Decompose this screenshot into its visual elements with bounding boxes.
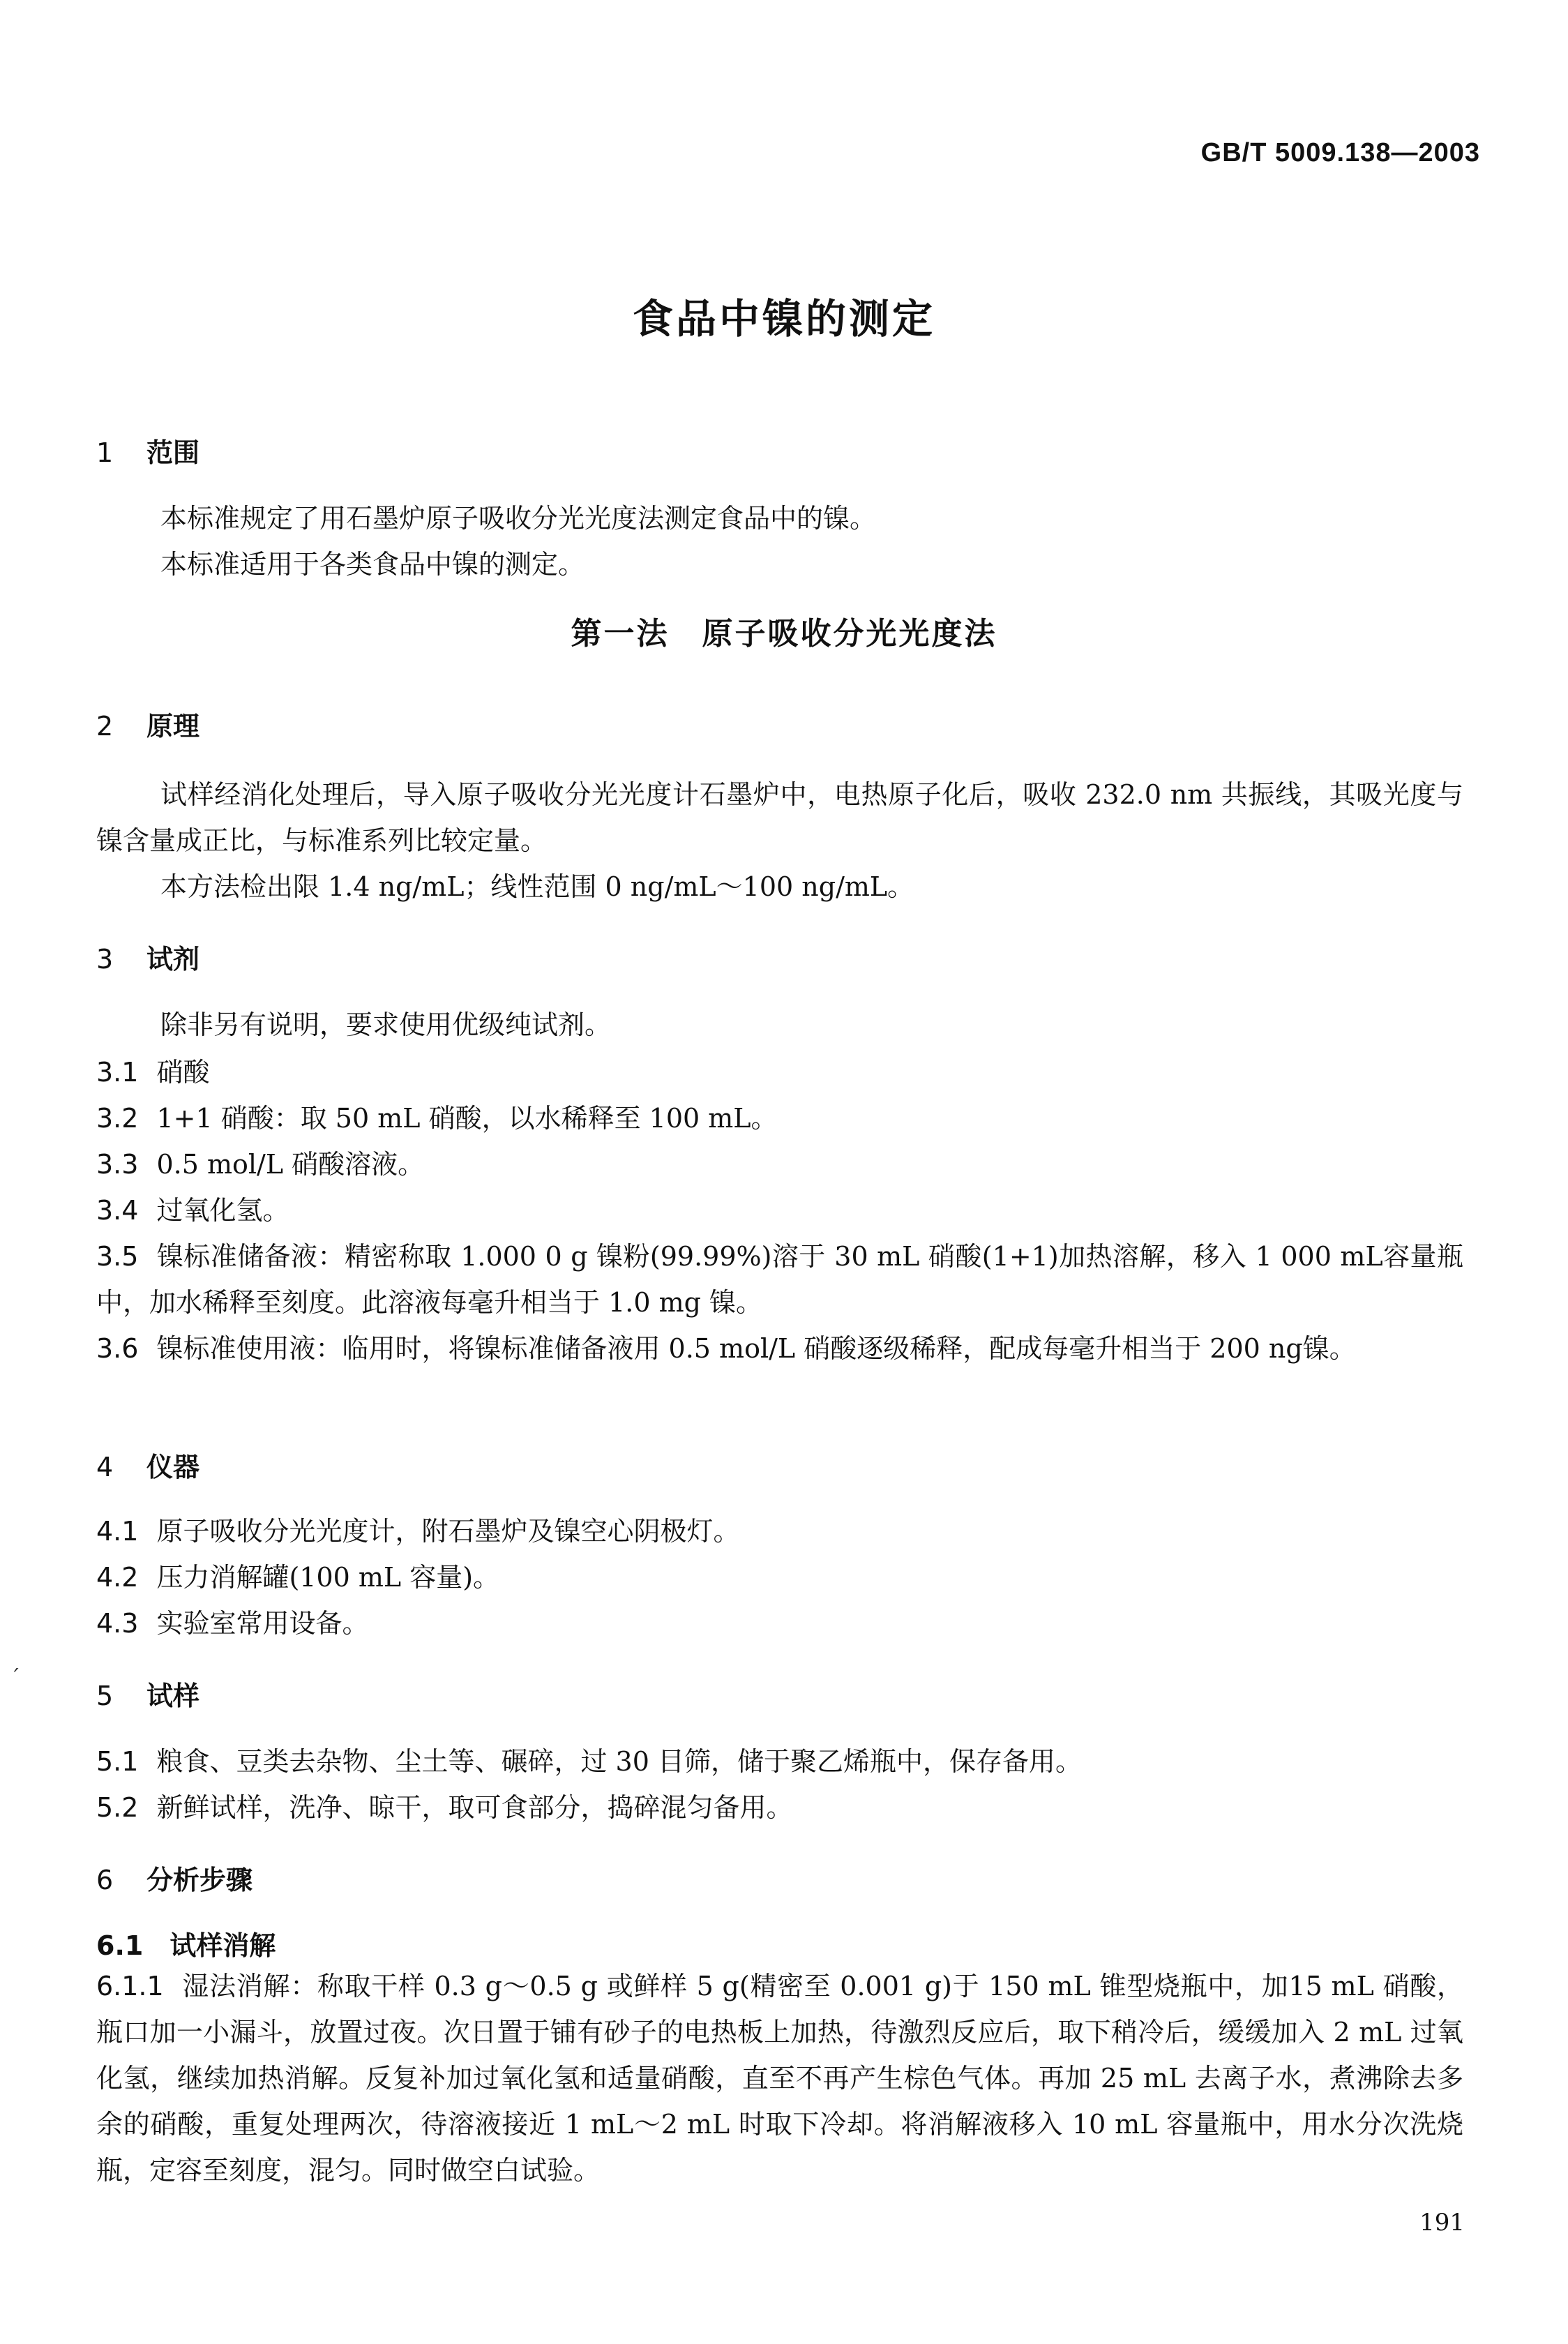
section-title: 原理 xyxy=(146,711,200,742)
item-number: 3.4 xyxy=(96,1195,139,1226)
item-text: 0.5 mol/L 硝酸溶液。 xyxy=(156,1149,425,1180)
paragraph: 本标准规定了用石墨炉原子吸收分光光度法测定食品中的镍。 xyxy=(160,503,877,534)
item-number: 4.2 xyxy=(96,1562,139,1593)
section-heading-scope xyxy=(96,431,199,469)
item-text: 1+1 硝酸：取 50 mL 硝酸，以水稀释至 100 mL。 xyxy=(156,1103,778,1134)
item-number: 5.2 xyxy=(96,1792,139,1823)
list-item xyxy=(96,1963,1463,2193)
section-number: 1 xyxy=(96,437,114,468)
paragraph: 本方法检出限 1.4 ng/mL；线性范围 0 ng/mL～100 ng/mL。 xyxy=(160,871,914,902)
section-title: 分析步骤 xyxy=(146,1865,253,1895)
section-heading-instruments xyxy=(96,1445,199,1484)
list-item xyxy=(96,1187,1463,1233)
section-title: 试剂 xyxy=(146,944,200,975)
paragraph: 本标准适用于各类食品中镍的测定。 xyxy=(160,549,585,580)
item-text: 镍标准储备液：精密称取 1.000 0 g 镍粉(99.99%)溶于 30 mL 硝酸(1+1)加热溶解，移入 1 000 mL容量瓶中，加水稀释至刻度。此溶液每毫升相当于 1.0 mg 镍。 xyxy=(96,1241,1463,1318)
section-title: 范围 xyxy=(146,437,200,468)
page-number: 191 xyxy=(1419,2209,1465,2237)
paragraph: 除非另有说明，要求使用优级纯试剂。 xyxy=(160,1009,612,1040)
item-number: 3.6 xyxy=(96,1333,139,1364)
list-item xyxy=(96,1785,1463,1831)
item-text: 过氧化氢。 xyxy=(156,1195,289,1226)
section-number: 3 xyxy=(96,944,114,975)
section-heading-samples xyxy=(96,1674,199,1713)
list-item xyxy=(96,1233,1463,1325)
section-number: 6 xyxy=(96,1865,114,1895)
section-title: 试样 xyxy=(146,1681,200,1711)
item-text: 原子吸收分光光度计，附石墨炉及镍空心阴极灯。 xyxy=(156,1516,740,1547)
item-text: 镍标准使用液：临用时，将镍标准储备液用 0.5 mol/L 硝酸逐级稀释，配成每毫升相当于 200 ng镍。 xyxy=(156,1333,1356,1364)
item-number: 6.1.1 xyxy=(96,1971,164,2001)
item-text: 湿法消解：称取干样 0.3 g～0.5 g 或鲜样 5 g(精密至 0.001 g)于 150 mL 锥型烧瓶中，加15 mL 硝酸，瓶口加一小漏斗，放置过夜。次日置于铺有砂子的电热板上加热，待激烈反应后，取下稍冷后，缓缓加入 2 mL 过氧化氢，继续加热消解。反复补加过氧化氢和适量硝酸，直至不再产生棕色气体。再加 25 mL 去离子水，煮沸除去多余的硝酸，重复处理两次，待溶液接近 1 mL～2 mL 时取下冷却。将消解液移入 10 mL 容量瓶中，用水分次洗烧瓶，定容至刻度，混匀。同时做空白试验。 xyxy=(96,1971,1463,2186)
list-item xyxy=(96,1738,1463,1785)
standard-code: GB/T 5009.138—2003 xyxy=(1200,138,1480,167)
item-number: 3.2 xyxy=(96,1103,139,1134)
subsection-heading: 6.1 试样消解 xyxy=(96,1930,276,1961)
margin-mark: ´ xyxy=(10,1666,20,1690)
list-item xyxy=(96,1508,1463,1554)
list-item xyxy=(96,1554,1463,1600)
item-number: 4.1 xyxy=(96,1516,139,1547)
section-number: 2 xyxy=(96,711,114,742)
method-title: 第一法 原子吸收分光光度法 xyxy=(571,616,997,652)
item-text: 实验室常用设备。 xyxy=(156,1608,369,1639)
item-number: 3.3 xyxy=(96,1149,139,1180)
item-number: 3.5 xyxy=(96,1241,139,1272)
item-text: 压力消解罐(100 mL 容量)。 xyxy=(156,1562,500,1593)
document-title: 食品中镍的测定 xyxy=(632,295,935,343)
list-item xyxy=(96,1095,1463,1141)
section-title: 仪器 xyxy=(146,1452,200,1482)
section-number: 5 xyxy=(96,1681,114,1711)
list-item xyxy=(96,1141,1463,1187)
item-text: 粮食、豆类去杂物、尘土等、碾碎，过 30 目筛，储于聚乙烯瓶中，保存备用。 xyxy=(156,1746,1082,1777)
section-number: 4 xyxy=(96,1452,114,1482)
section-heading-procedure xyxy=(96,1858,252,1897)
section-heading-principle xyxy=(96,705,199,743)
item-number: 4.3 xyxy=(96,1608,139,1639)
list-item xyxy=(96,1325,1463,1372)
item-text: 硝酸 xyxy=(156,1057,210,1088)
item-number: 5.1 xyxy=(96,1746,139,1777)
list-item xyxy=(96,1600,1463,1646)
paragraph: 试样经消化处理后，导入原子吸收分光光度计石墨炉中，电热原子化后，吸收 232.0 nm 共振线，其吸光度与镍含量成正比，与标准系列比较定量。 xyxy=(96,779,1463,856)
list-item xyxy=(96,1049,1463,1095)
item-number: 3.1 xyxy=(96,1057,139,1088)
item-text: 新鲜试样，洗净、晾干，取可食部分，捣碎混匀备用。 xyxy=(156,1792,793,1823)
section-heading-reagents xyxy=(96,938,199,976)
